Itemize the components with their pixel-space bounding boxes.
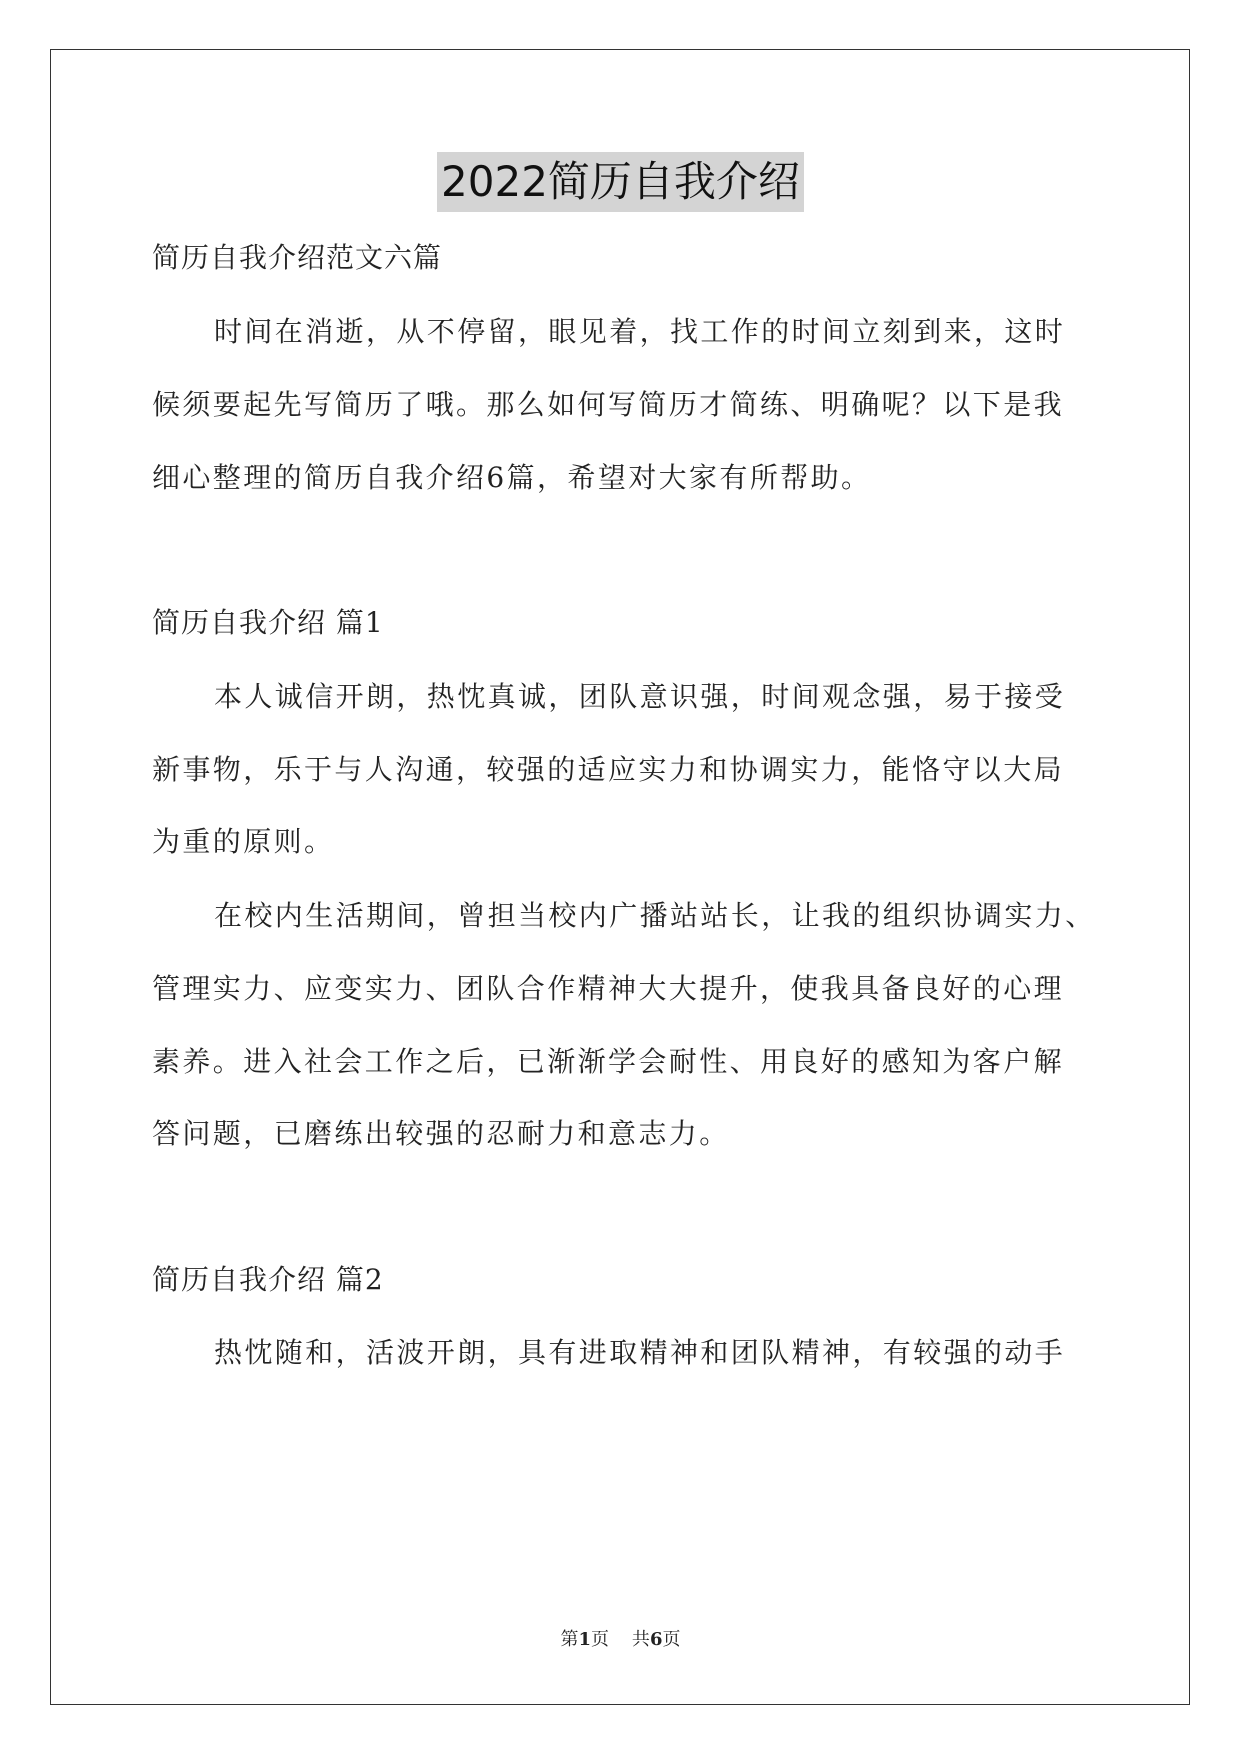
page-border — [50, 49, 1190, 1705]
paragraph-line: 素养。进入社会工作之后，已渐渐学会耐性、用良好的感知为客户解 — [152, 1045, 1065, 1078]
paragraph-line: 管理实力、应变实力、团队合作精神大大提升，使我具备良好的心理 — [152, 972, 1065, 1005]
paragraph-line: 本人诚信开朗，热忱真诚，团队意识强，时间观念强，易于接受 — [214, 680, 1066, 713]
paragraph-line: 在校内生活期间，曾担当校内广播站站长，让我的组织协调实力、 — [214, 899, 1096, 932]
document-title: 2022简历自我介绍 — [437, 152, 804, 212]
paragraph-line: 候须要起先写简历了哦。那么如何写简历才简练、明确呢？以下是我 — [152, 388, 1065, 421]
footer-mid: 页 共 — [591, 1629, 650, 1650]
section-heading-1: 简历自我介绍 篇1 — [152, 606, 384, 639]
paragraph-line: 新事物，乐于与人沟通，较强的适应实力和协调实力，能恪守以大局 — [152, 753, 1065, 786]
paragraph-line: 时间在消逝，从不停留，眼见着，找工作的时间立刻到来，这时 — [214, 315, 1066, 348]
footer-prefix: 第 — [560, 1629, 579, 1650]
paragraph-line: 细心整理的简历自我介绍6篇，希望对大家有所帮助。 — [152, 461, 872, 494]
current-page-number: 1 — [578, 1629, 592, 1650]
paragraph-line: 答问题，已磨练出较强的忍耐力和意志力。 — [152, 1117, 730, 1150]
intro-heading: 简历自我介绍范文六篇 — [152, 241, 443, 274]
section-heading-2: 简历自我介绍 篇2 — [152, 1263, 384, 1296]
footer-suffix: 页 — [662, 1629, 681, 1650]
page-footer — [0, 1625, 1241, 1651]
title-container — [0, 152, 1241, 212]
paragraph-line: 为重的原则。 — [152, 825, 335, 858]
total-pages-number: 6 — [649, 1629, 663, 1650]
paragraph-line: 热忱随和，活波开朗，具有进取精神和团队精神，有较强的动手 — [214, 1336, 1066, 1369]
